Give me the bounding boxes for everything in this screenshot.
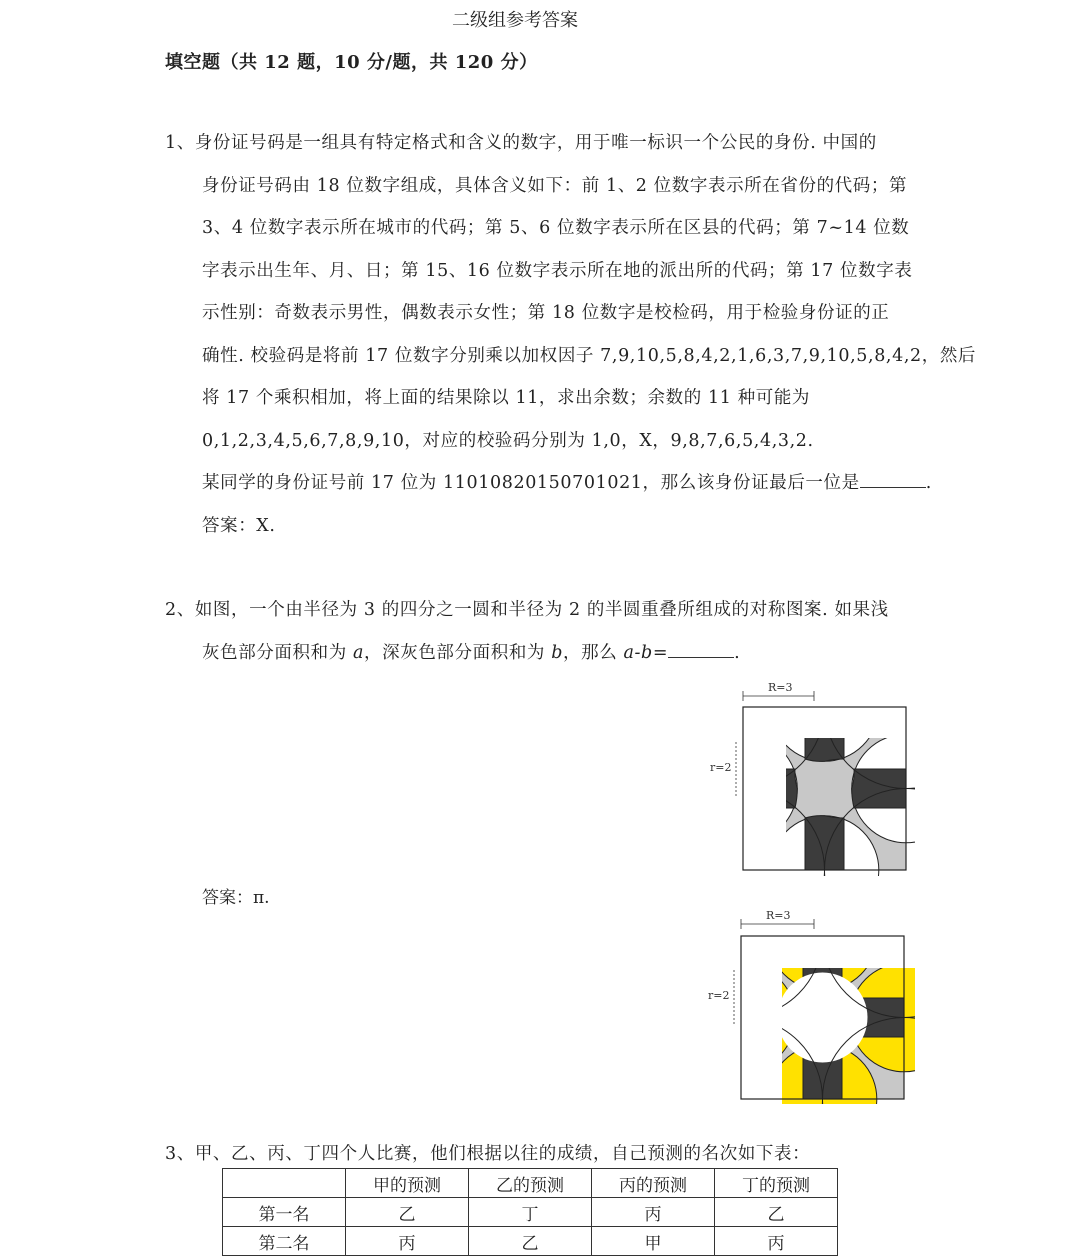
pattern-figure-gray — [700, 676, 915, 876]
table-header-cell: 甲的预测 — [346, 1169, 469, 1198]
question-2 — [165, 589, 889, 674]
question-1 — [165, 122, 976, 547]
q2-line: 灰色部分面积和为 a，深灰色部分面积和为 b，那么 a-b= . — [202, 642, 741, 663]
table-cell: 乙 — [346, 1198, 469, 1227]
q1-line: 3、4 位数字表示所在城市的代码；第 5、6 位数字表示所在区县的代码；第 7~14 位数 — [202, 218, 910, 238]
table-cell: 甲 — [592, 1227, 715, 1256]
table-cell: 丙 — [346, 1227, 469, 1256]
table-cell: 丙 — [715, 1227, 838, 1256]
prediction-table — [222, 1168, 838, 1256]
table-header-row — [223, 1169, 838, 1198]
table-header-cell — [223, 1169, 346, 1198]
question-3: 3、甲、乙、丙、丁四个人比赛，他们根据以往的成绩，自己预测的名次如下表： — [165, 1144, 811, 1164]
big-radius-label: R=3 — [768, 681, 793, 694]
answer-blank — [860, 473, 926, 488]
q1-answer: 答案：X. — [202, 515, 276, 536]
page-title: 二级组参考答案 — [452, 10, 578, 31]
table-cell: 第一名 — [223, 1198, 346, 1227]
table-cell: 丙 — [592, 1198, 715, 1227]
table-header-cell: 乙的预测 — [469, 1169, 592, 1198]
q1-line: 字表示出生年、月、日；第 15、16 位数字表示所在地的派出所的代码；第 17 位数字表 — [202, 260, 913, 281]
q2-line: 2、如图，一个由半径为 3 的四分之一圆和半径为 2 的半圆重叠所组成的对称图案. 如果浅 — [165, 600, 889, 620]
table-cell: 丁 — [469, 1198, 592, 1227]
pattern-figure-highlighted — [700, 904, 915, 1104]
table-cell: 第二名 — [223, 1227, 346, 1256]
q1-question: 某同学的身份证号前 17 位为 11010820150701021，那么该身份证最后一位是 . — [202, 473, 932, 493]
q2-answer: 答案：π. — [202, 888, 270, 908]
q1-line: 身份证号码由 18 位数字组成，具体含义如下：前 1、2 位数字表示所在省份的代码；第 — [202, 175, 908, 196]
big-radius-label: R=3 — [766, 909, 791, 922]
small-radius-label: r=2 — [708, 989, 730, 1002]
q1-line: 确性. 校验码是将前 17 位数字分别乘以加权因子 7,9,10,5,8,4,2,1,6,3,7,9,10,5,8,4,2，然后 — [202, 345, 977, 366]
table-row — [223, 1227, 838, 1256]
answer-blank — [668, 643, 734, 658]
small-radius-label: r=2 — [710, 761, 732, 774]
q1-line: 示性别：奇数表示男性，偶数表示女性；第 18 位数字是校检码，用于检验身份证的正 — [202, 303, 890, 323]
q1-line: 0,1,2,3,4,5,6,7,8,9,10，对应的校验码分别为 1,0，X，9,8,7,6,5,4,3,2. — [202, 430, 814, 451]
table-cell: 乙 — [715, 1198, 838, 1227]
table-header-cell: 丙的预测 — [592, 1169, 715, 1198]
table-row — [223, 1198, 838, 1227]
table-cell: 乙 — [469, 1227, 592, 1256]
q1-line: 1、身份证号码是一组具有特定格式和含义的数字，用于唯一标识一个公民的身份. 中国的 — [165, 133, 877, 153]
section-heading: 填空题（共 12 题，10 分/题，共 120 分） — [165, 52, 538, 73]
table-header-cell: 丁的预测 — [715, 1169, 838, 1198]
q1-line: 将 17 个乘积相加，将上面的结果除以 11，求出余数；余数的 11 种可能为 — [202, 388, 811, 408]
